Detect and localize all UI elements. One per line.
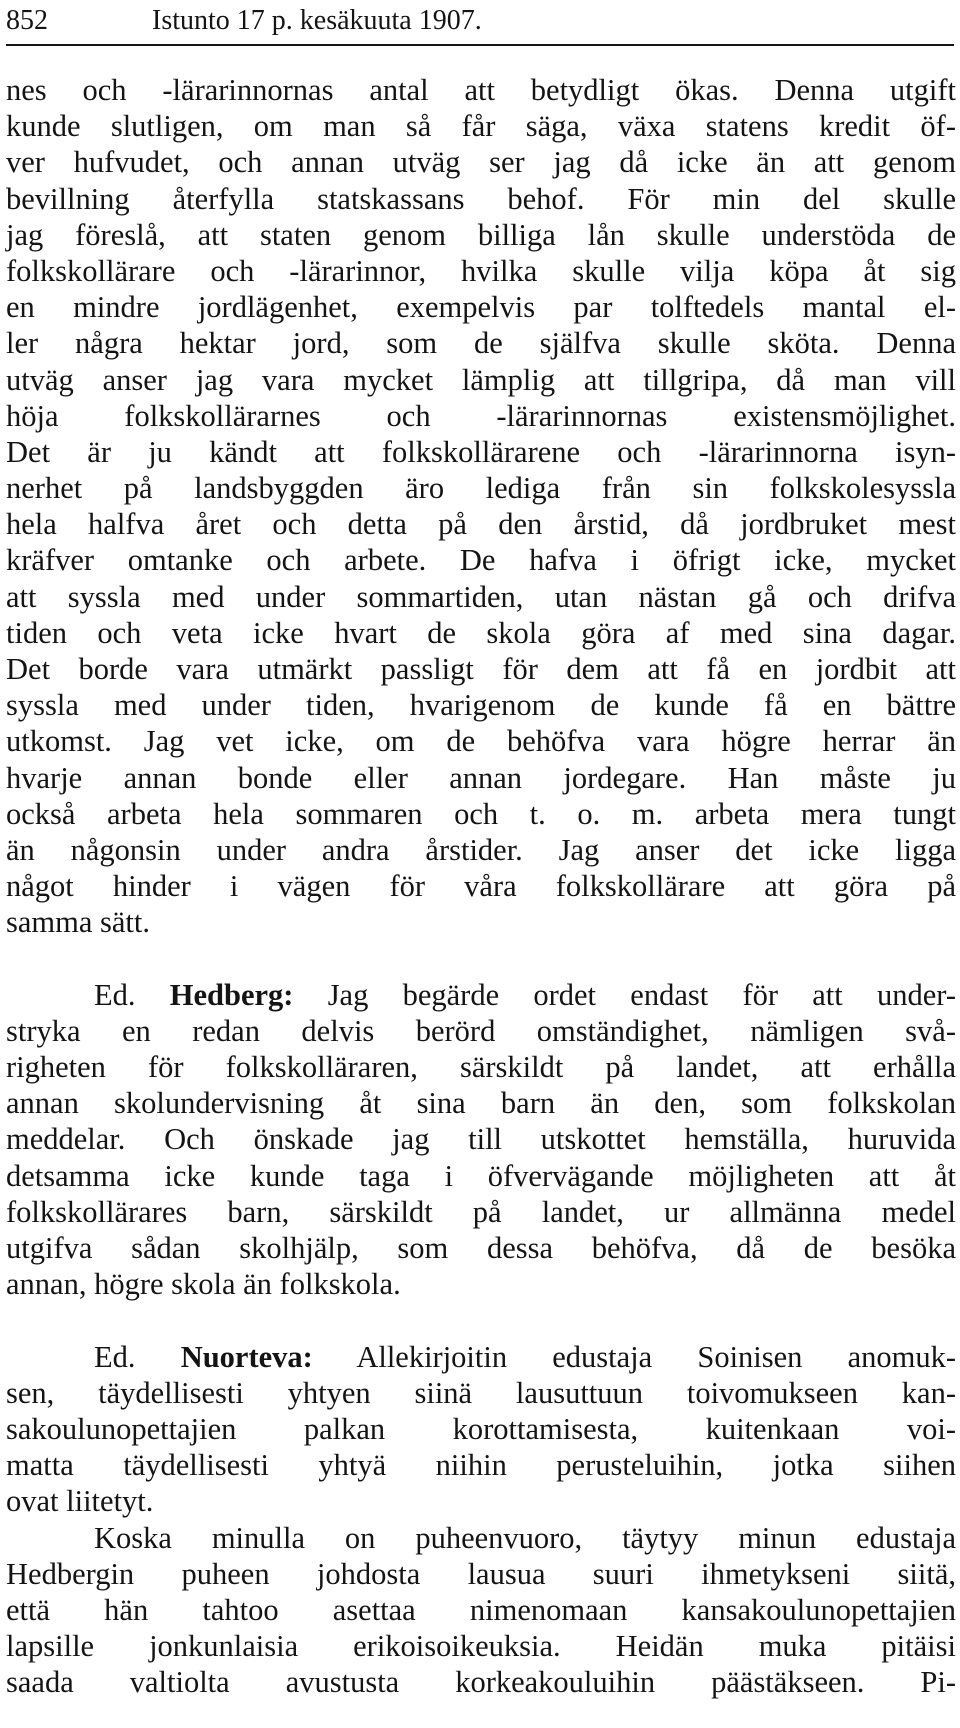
body-text — [6, 72, 956, 1700]
text-line: että hän tahtoo asettaa nimenomaan kansakoulunopettajien — [6, 1592, 956, 1627]
paragraph-hedberg-continued — [6, 72, 956, 941]
speaker-name: Nuorteva: — [180, 1339, 313, 1374]
text-line: folkskollärare och -lärarinnor, hvilka skulle vilja köpa åt sig — [6, 253, 956, 288]
text-line — [6, 977, 956, 1013]
text-line: tiden och veta icke hvart de skola göra af med sina dagar. — [6, 615, 956, 650]
text-line: ver hufvudet, och annan utväg ser jag då icke än att genom — [6, 145, 956, 180]
text-line: samma sätt. — [6, 905, 150, 940]
paragraph-gap — [6, 941, 956, 977]
text-line: annan, högre skola än folkskola. — [6, 1267, 401, 1302]
text-line: syssla med under tiden, hvarigenom de kunde få en bättre — [6, 688, 956, 723]
text-segment: Jag begärde ordet endast för att under- — [327, 977, 956, 1012]
text-line: folkskollärares barn, särskildt på landet, ur allmänna medel — [6, 1194, 956, 1229]
text-line: än någonsin under andra årstider. Jag anser det icke ligga — [6, 832, 956, 867]
text-line: kräfver omtanke och arbete. De hafva i öfrigt icke, mycket — [6, 543, 956, 578]
text-line: att syssla med under sommartiden, utan nästan gå och drifva — [6, 579, 956, 614]
header-rule — [6, 44, 954, 46]
page-number: 852 — [6, 5, 48, 36]
text-line: Hedbergin puheen johdosta lausua suuri ihmetykseni siitä, — [6, 1556, 956, 1591]
text-line: saada valtiolta avustusta korkeakouluihin päästäkseen. Pi- — [6, 1665, 956, 1700]
text-line: något hinder i vägen för våra folkskollärare att göra på — [6, 869, 956, 904]
text-line: kunde slutligen, om man så får säga, växa statens kredit öf- — [6, 109, 956, 144]
text-line: ovat liitetyt. — [6, 1484, 154, 1519]
text-line: utkomst. Jag vet icke, om de behöfva vara högre herrar än — [6, 724, 956, 759]
page-header — [6, 4, 954, 38]
text-line: righeten för folkskolläraren, särskildt på landet, att erhålla — [6, 1050, 956, 1085]
text-line: lapsille jonkunlaisia erikoisoikeuksia. Heidän muka pitäisi — [6, 1629, 956, 1664]
text-line: höja folkskollärarnes och -lärarinnornas existensmöjlighet. — [6, 398, 956, 433]
text-line: nerhet på landsbyggden äro lediga från sin folkskolesyssla — [6, 471, 956, 506]
paragraph-hedberg — [6, 977, 956, 1303]
text-line: utväg anser jag vara mycket lämplig att tillgripa, då man vill — [6, 362, 956, 397]
text-line: Det borde vara utmärkt passligt för dem att få en jordbit att — [6, 652, 956, 686]
text-line — [6, 1339, 956, 1375]
text-line: jag föreslå, att staten genom billiga lån skulle understöda de — [6, 217, 956, 252]
text-line: utgifva sådan skolhjälp, som dessa behöfva, då de besöka — [6, 1231, 956, 1265]
text-segment: Allekirjoitin edustaja Soinisen anomuk- — [356, 1339, 957, 1374]
paragraph-nuorteva — [6, 1339, 956, 1520]
text-line: en mindre jordlägenhet, exempelvis par tolftedels mantal el- — [6, 290, 956, 325]
text-line: meddelar. Och önskade jag till utskottet hemställa, huruvida — [6, 1122, 956, 1157]
text-line: stryka en redan delvis berörd omständighet, nämligen svå- — [6, 1013, 956, 1048]
text-line: hvarje annan bonde eller annan jordegare. Han måste ju — [6, 760, 956, 795]
text-line: också arbeta hela sommaren och t. o. m. arbeta mera tungt — [6, 796, 956, 831]
speaker-prefix: Ed. — [94, 977, 136, 1012]
speaker-name: Hedberg: — [169, 977, 294, 1012]
text-line: ler några hektar jord, som de själfva skulle sköta. Denna — [6, 326, 956, 361]
text-line: Koska minulla on puheenvuoro, täytyy minun edustaja — [94, 1520, 956, 1555]
speaker-prefix: Ed. — [94, 1339, 136, 1374]
text-line: matta täydellisesti yhtyä niihin perusteluihin, jotka siihen — [6, 1448, 956, 1483]
text-line: bevillning återfylla statskassans behof. För min del skulle — [6, 181, 956, 216]
paragraph-gap — [6, 1302, 956, 1338]
running-head: Istunto 17 p. kesäkuuta 1907. — [152, 5, 482, 36]
text-line: nes och -lärarinnornas antal att betydligt ökas. Denna utgift — [6, 73, 956, 107]
text-line: detsamma icke kunde taga i öfvervägande möjligheten att åt — [6, 1158, 956, 1193]
text-line: sakoulunopettajien palkan korottamisesta, kuitenkaan voi- — [6, 1411, 956, 1446]
text-line: hela halfva året och detta på den årstid, då jordbruket mest — [6, 507, 956, 542]
text-line: annan skolundervisning åt sina barn än den, som folkskolan — [6, 1086, 956, 1121]
text-line: Det är ju kändt att folkskollärarene och -lärarinnorna isyn- — [6, 434, 956, 469]
paragraph-nuorteva-continued — [6, 1520, 956, 1701]
text-line: sen, täydellisesti yhtyen siinä lausuttuun toivomukseen kan- — [6, 1375, 956, 1410]
